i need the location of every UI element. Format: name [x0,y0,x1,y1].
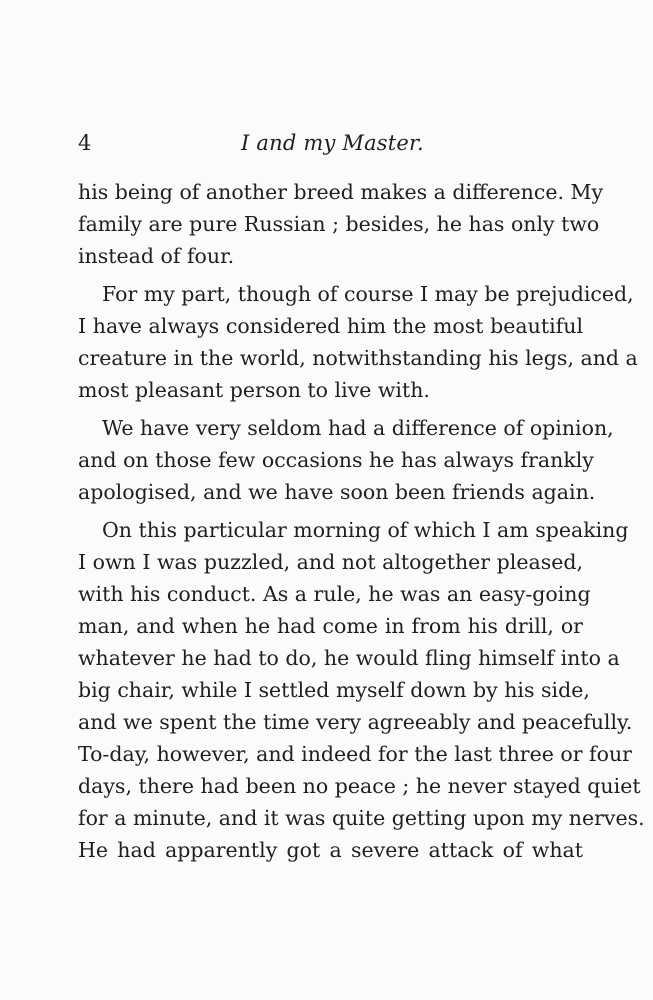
text-line: instead of four. [78,244,235,268]
text-line: and on those few occasions he has always frankly [78,448,594,472]
text-line: with his conduct. As a rule, he was an easy-going [78,582,591,606]
page-title: I and my Master. [241,131,424,155]
text-line: days, there had been no peace ; he never stayed quiet [78,774,641,798]
body-text [78,176,645,866]
text-line: and we spent the time very agreeably and peacefully. [78,710,633,734]
text-line: family are pure Russian ; besides, he has only two [78,212,600,236]
text-line: I own I was puzzled, and not altogether pleased, [78,550,583,574]
text-line: whatever he had to do, he would fling himself into a [78,646,620,670]
text-line: On this particular morning of which I am speaking [102,518,629,542]
text-line: We have very seldom had a difference of opinion, [102,416,614,440]
page-number: 4 [78,131,92,155]
text-line: most pleasant person to live with. [78,378,430,402]
text-line: man, and when he had come in from his drill, or [78,614,583,638]
text-line: big chair, while I settled myself down by his side, [78,678,590,702]
text-line: for a minute, and it was quite getting upon my nerves. [78,806,645,830]
text-line: apologised, and we have soon been friends again. [78,480,596,504]
text-line: I have always considered him the most beautiful [78,314,583,338]
text-line: creature in the world, notwithstanding his legs, and a [78,346,638,370]
running-head [78,128,583,158]
text-line: He had apparently got a severe attack of what [78,838,583,862]
text-line: To-day, however, and indeed for the last three or four [78,742,632,766]
text-line: his being of another breed makes a difference. My [78,180,604,204]
text-line: For my part, though of course I may be prejudiced, [102,282,634,306]
